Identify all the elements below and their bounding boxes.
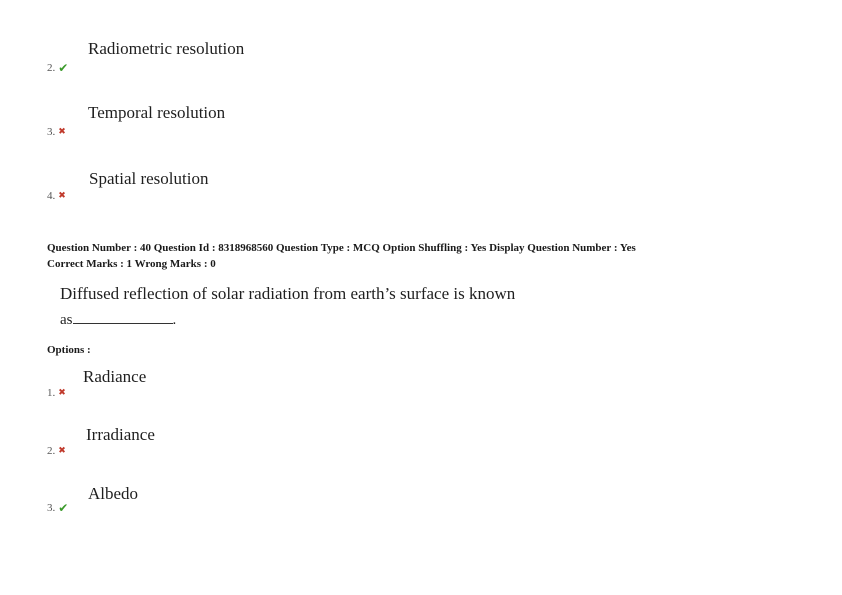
prev-option-4-text: Spatial resolution (89, 169, 209, 188)
option-number: 4. (47, 190, 56, 202)
prev-option-2-number (47, 62, 68, 74)
option-number: 2. (47, 445, 56, 457)
prev-option-2-text: Radiometric resolution (88, 39, 245, 58)
option-2-text: Irradiance (86, 425, 155, 444)
prev-option-4-number (47, 190, 66, 202)
cross-icon: ✖ (58, 445, 66, 456)
question-text-period: . (172, 312, 177, 328)
prev-option-3-text: Temporal resolution (88, 103, 226, 122)
cross-icon: ✖ (58, 126, 66, 137)
option-3-number (47, 502, 68, 514)
check-icon: ✔ (58, 501, 69, 515)
options-label: Options : (47, 344, 91, 356)
option-1-text: Radiance (83, 367, 147, 386)
question-text-as: as (60, 312, 73, 328)
cross-icon: ✖ (58, 190, 66, 201)
option-1-number (47, 387, 66, 399)
check-icon: ✔ (58, 61, 69, 75)
question-text-line-1: Diffused reflection of solar radiation from earth’s surface is known (60, 284, 516, 303)
cross-icon: ✖ (58, 387, 66, 398)
option-2-number (47, 445, 66, 457)
option-number: 2. (47, 62, 56, 74)
answer-blank (73, 310, 173, 324)
question-meta-line-1: Question Number : 40 Question Id : 8318968560 Question Type : MCQ Option Shuffling : Yes Display Question Number : Yes (47, 242, 636, 254)
option-number: 1. (47, 387, 56, 399)
prev-option-3-number (47, 126, 66, 138)
option-number: 3. (47, 126, 56, 138)
option-3-text: Albedo (88, 484, 139, 503)
question-meta-line-2: Correct Marks : 1 Wrong Marks : 0 (47, 258, 216, 270)
option-number: 3. (47, 502, 56, 514)
question-text-line-2 (60, 310, 176, 329)
